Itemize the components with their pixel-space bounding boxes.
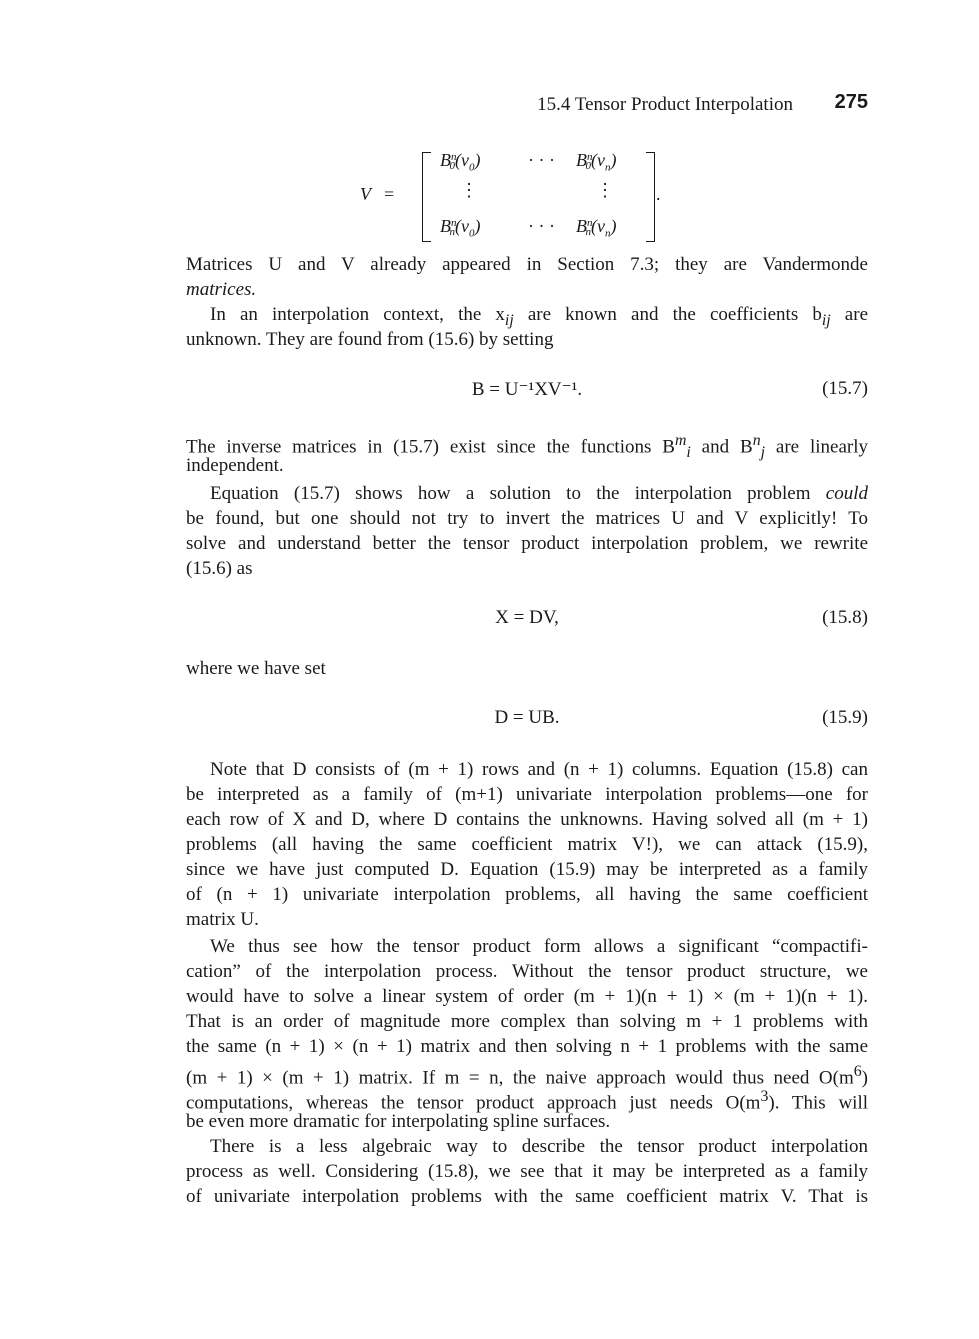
text-line: independent.: [186, 455, 284, 476]
text-line: each row of X and D, where D contains the unknowns. Having solved all (m + 1): [186, 809, 868, 830]
paragraph-5: [186, 656, 868, 681]
text-line: In an interpolation context, the $x_{ij}$ are known and the coefficients $b_{ij}$ are: [210, 304, 869, 329]
text-line: would have to solve a linear system of order (m + 1)(n + 1) × (m + 1)(n + 1).: [186, 986, 868, 1007]
text-line: matrix U.: [186, 909, 259, 930]
matrix-lhs: V: [360, 184, 371, 204]
paragraph-4: [186, 481, 868, 581]
equation-number: (15.7): [822, 378, 868, 399]
text-line: of (n + 1) univariate interpolation problems, all having the same coefficient: [186, 884, 868, 905]
equation-15-7: [186, 378, 868, 404]
equation-15-9: [186, 707, 868, 733]
text-line: be interpreted as a family of (m+1) univariate interpolation problems—one for: [186, 784, 868, 805]
text-line: the same (n + 1) × (n + 1) matrix and then solving n + 1 problems with the same: [186, 1036, 868, 1057]
text-line: We thus see how the tensor product form allows a significant “compactifi-: [210, 936, 868, 957]
text-line: cation” of the interpolation process. Without the tensor product structure, we: [186, 961, 868, 982]
text-line: where we have set: [186, 658, 326, 679]
text-line: The inverse matrices in (15.7) exist since the functions $B^m_i$ and $B^n_j$ are linearly: [186, 432, 869, 462]
text-line: unknown. They are found from (15.6) by setting: [186, 329, 554, 350]
equation-number: (15.9): [822, 707, 868, 728]
paragraph-7: [186, 934, 868, 1134]
text-line: since we have just computed D. Equation (15.9) may be interpreted as a family: [186, 859, 868, 880]
matrix-equals: =: [384, 184, 395, 204]
paragraph-8: [186, 1134, 868, 1209]
equation-15-8: [186, 607, 868, 633]
text-line: solve and understand better the tensor product interpolation problem, we rewrite: [186, 533, 868, 554]
text-line: There is a less algebraic way to describe the tensor product interpolation: [210, 1136, 868, 1157]
text-line: Note that D consists of (m + 1) rows and (n + 1) columns. Equation (15.8) can: [210, 759, 868, 780]
matrix-vdots-right: ⋮: [596, 180, 614, 200]
page-number: 275: [834, 91, 868, 113]
matrix-cell-bottom-right: $B^n_n(v_n)$: [576, 216, 617, 240]
text-line: be found, but one should not try to invert the matrices U and V explicitly! To: [186, 508, 868, 529]
equation-formula: D = UB.: [494, 707, 560, 728]
matrix-cell-top-left: $B^n_0(v_0)$: [440, 150, 481, 174]
equation-number: (15.8): [822, 607, 868, 628]
matrix-cell-top-right: $B^n_0(v_n)$: [576, 150, 617, 174]
right-bracket: [646, 152, 655, 242]
text-line: (15.6) as: [186, 558, 253, 579]
matrix-vdots-left: ⋮: [460, 180, 478, 200]
left-bracket: [422, 152, 431, 242]
running-header: [186, 91, 868, 121]
matrix-v: [360, 146, 680, 246]
text-line: (m + 1) × (m + 1) matrix. If m = n, the naive approach would thus need $O(m^6)$: [186, 1063, 868, 1089]
equation-formula: X = DV,: [495, 607, 559, 628]
text-line: Matrices U and V already appeared in Section 7.3; they are Vandermonde: [186, 254, 868, 275]
running-head-title: 15.4 Tensor Product Interpolation: [537, 94, 793, 115]
text-line: computations, whereas the tensor product approach just needs $O(m^3)$. This will: [186, 1088, 869, 1114]
matrix-cell-bottom-left: $B^n_n(v_0)$: [440, 216, 481, 240]
text-line: matrices.: [186, 279, 257, 300]
text-line: of univariate interpolation problems with the same coefficient matrix V. That is: [186, 1186, 868, 1207]
text-line: That is an order of magnitude more complex than solving m + 1 problems with: [186, 1011, 868, 1032]
text-line: process as well. Considering (15.8), we see that it may be interpreted as a family: [186, 1161, 868, 1182]
paragraph-1: [186, 252, 868, 302]
text-line: problems (all having the same coefficient matrix V!), we can attack (15.9),: [186, 834, 868, 855]
paragraph-3: [186, 428, 868, 478]
matrix-period: .: [656, 184, 661, 204]
text-line: Equation (15.7) shows how a solution to the interpolation problem could: [210, 483, 868, 504]
equation-formula: B = U⁻¹XV⁻¹.: [471, 379, 583, 400]
paragraph-6: [186, 757, 868, 932]
paragraph-2: [186, 302, 868, 352]
matrix-hdots-top: · · ·: [528, 150, 555, 170]
text-line: be even more dramatic for interpolating spline surfaces.: [186, 1111, 611, 1132]
matrix-hdots-bottom: · · ·: [528, 216, 555, 236]
